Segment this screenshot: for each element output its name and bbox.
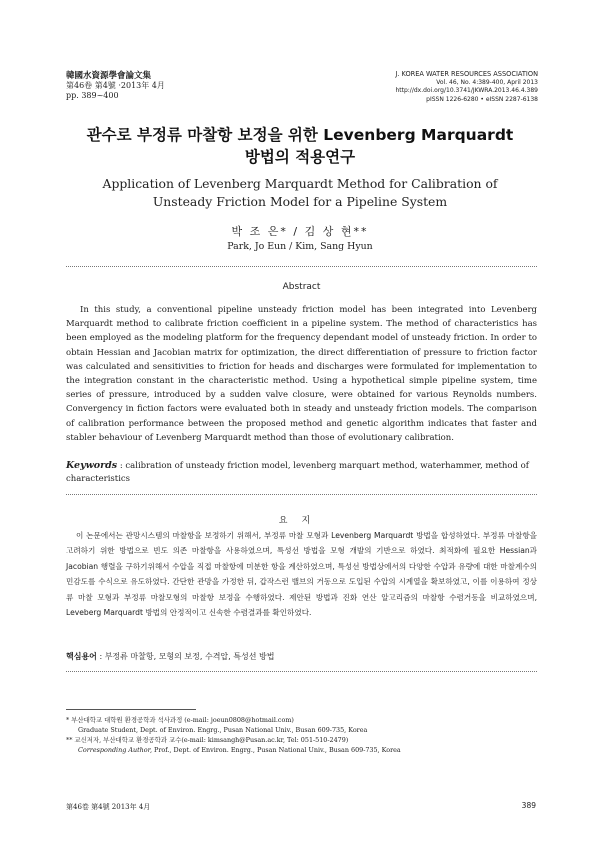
paper-title-en-line2: Unsteady Friction Model for a Pipeline System xyxy=(152,194,448,209)
keywords-en xyxy=(66,459,537,486)
paper-title-en-line1: Application of Levenberg Marquardt Method for Calibration of xyxy=(102,176,498,191)
journal-pages: pp. 389~400 xyxy=(66,91,119,100)
journal-name-en: J. KOREA WATER RESOURCES ASSOCIATION xyxy=(395,70,538,78)
footnote-rule xyxy=(66,709,196,710)
journal-issue-ko: 第46卷 第4號 ·2013年 4月 xyxy=(66,81,165,90)
separator-dotted xyxy=(66,494,537,495)
yoji-heading: 요지 xyxy=(278,516,325,526)
authors-en: Park, Jo Eun / Kim, Sang Hyun xyxy=(227,241,373,252)
separator-dotted xyxy=(66,266,537,267)
keywords-list: : calibration of unsteady friction model, levenberg marquart method, waterhammer, method of characteristics xyxy=(66,461,529,484)
keywords-label: Keywords xyxy=(66,460,118,471)
footer-issue: 第46卷 第4號 2013年 4月 xyxy=(66,803,151,811)
journal-header-left xyxy=(66,71,165,101)
yoji-body: 이 논문에서는 관망시스템의 마찰항을 보정하기 위해서, 부정류 마찰 모형과 Levenberg Marquardt 방법을 합성하였다. 부정류 마찰항을 고려하기 위한 방법으로 빈도 의존 마찰항을 사용하였으며, 특성선 방법을 모형 개발의 기반으로 하였다. 최적화에 필요한 Hessian과 Jacobian 행렬을 구하기위해서 수압을 직접 마찰항에 미분한 항을 계산하였으며, 특성선 방법상에서의 다양한 수압과 유량에 대한 마찰계수의 민감도를 수식으로 유도하였다. 간단한 관망을 가정한 뒤, 갑작스런 밸브의 거동으로 도입된 수압의 시계열을 확보하였고, 이를 이용하여 정상류 마찰 모형과 부정류 마찰모형의 마찰항 보정을 수행하였다. 제안된 방법과 진화 연산 알고리즘의 마찰항 수렴거동을 비교하였으며, Leveberg Marquardt 방법의 안정적이고 신속한 수렴결과를 확인하였다. xyxy=(66,531,537,618)
paper-title-ko xyxy=(40,124,560,168)
keywords-ko-label: 핵심용어 xyxy=(66,652,97,661)
page-number: 389 xyxy=(521,801,536,810)
paper-title-ko-line2: 방법의 적용연구 xyxy=(244,148,356,166)
paper-title-en xyxy=(40,175,560,211)
footnotes xyxy=(66,715,546,755)
footnote-1-ko: * 부산대학교 대학원 환경공학과 석사과정 (e-mail: joeun0808@hotmail.com) xyxy=(66,716,294,724)
abstract-body: In this study, a conventional pipeline unsteady friction model has been integrated into Levenberg Marquardt method to calibrate friction coefficient in a pipeline system. The method of characteristics has been employed as the modeling platform for the frequency dependant model of unsteady friction. In order to obtain Hessian and Jacobian matrix for optimization, the direct differentiation of pressure to friction factor was calculated and sensitivities to friction for heads and discharges were formulated for implementation to the integration constant in the characteristic method. Using a hypothetical simple pipeline system, time series of pressure, introduced by a sudden valve closure, were obtained for various Reynolds numbers. Convergency in fiction factors were evaluated both in steady and unsteady friction models. The comparison of calibration performance between the proposed method and genetic algorithm indicates that faster and stabler behaviour of Levenberg Marquardt method than those of evolutionary calibration. xyxy=(66,305,537,443)
keywords-ko-list: : 부정류 마찰항, 모형의 보정, 수격압, 특성선 방법 xyxy=(96,652,275,661)
corresponding-author-label: Corresponding Author, xyxy=(78,746,152,754)
paper-title-ko-line1: 관수로 부정류 마찰항 보정을 위한 Levenberg Marquardt xyxy=(86,126,514,144)
separator-dotted xyxy=(66,671,537,672)
journal-doi[interactable]: http://dx.doi.org/10.3741/JKWRA.2013.46.4.389 xyxy=(395,87,538,94)
journal-header-right xyxy=(395,70,538,104)
keywords-ko xyxy=(66,651,537,662)
footnote-2-en xyxy=(66,745,546,755)
journal-volume: Vol. 46, No. 4:389-400, April 2013 xyxy=(436,78,538,86)
abstract-heading: Abstract xyxy=(282,282,321,292)
journal-name-ko: 韓國水資源學會論文集 xyxy=(66,71,152,81)
footnote-2-en-text: Prof., Dept. of Environ. Engrg., Pusan National Univ., Busan 609-735, Korea xyxy=(151,746,401,754)
authors-ko: 박 조 은* / 김 상 현** xyxy=(231,225,369,238)
journal-issn: pISSN 1226-6280 • eISSN 2287-6138 xyxy=(426,95,538,103)
footnote-1-en: Graduate Student, Dept. of Environ. Engrg., Pusan National Univ., Busan 609-735, Korea xyxy=(78,726,368,734)
footnote-2-ko: ** 교신저자, 부산대학교 환경공학과 교수(e-mail: kimsangh@Pusan.ac.kr, Tel: 051-510-2479) xyxy=(66,736,349,744)
